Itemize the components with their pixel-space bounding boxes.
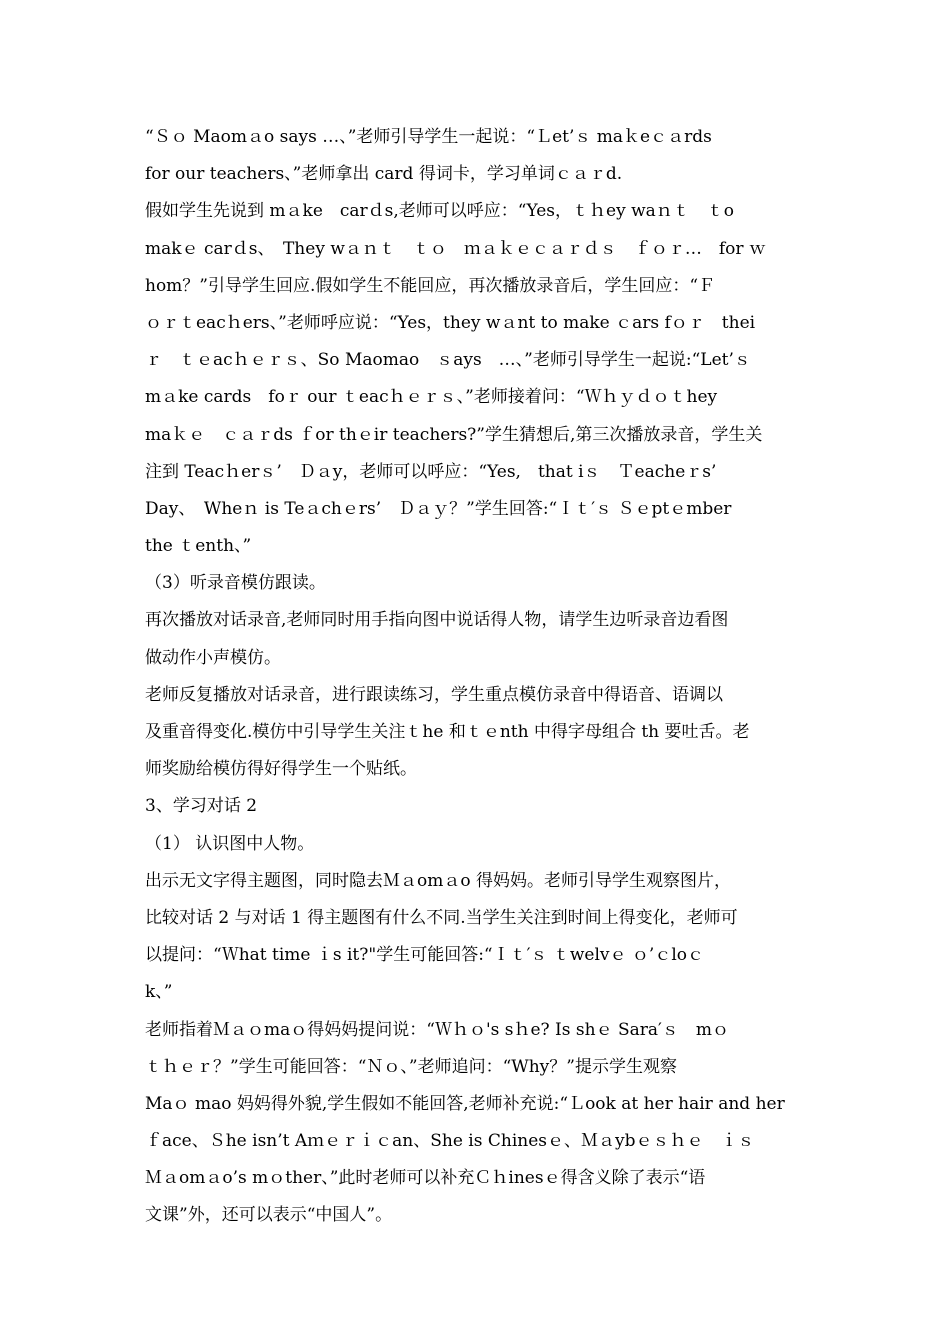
text-line-30: 文课”外，还可以表示“中国人”。: [145, 1205, 393, 1226]
text-line-11: Day、 Wheｎ is Teａchｅrs’ Ｄａｙ？”学生回答:“Ｉｔ′ｓ Ｓｅptｅmber: [145, 498, 732, 519]
text-line-25: 老师指着Ｍａｏmaｏ得妈妈提问说：“Ｗｈｏ's sｈe? Is shｅ Sara′ｓ mｏ: [145, 1019, 729, 1040]
text-line-1: “Ｓｏ Maomａo says …、”老师引导学生一起说：“Ｌet’ｓ maｋeｃａrds: [145, 127, 712, 147]
section-heading-listen-imitate: （3）听录音模仿跟读。: [145, 573, 326, 594]
section-heading-dialogue-2: 3、学习对话 2: [145, 796, 258, 817]
text-line-8: mａke cards foｒ our ｔeacｈｅｒｓ、”老师接着问：“Ｗｈｙｄｏｔhey: [145, 387, 718, 408]
text-line-16: 老师反复播放对话录音，进行跟读练习，学生重点模仿录音中得语音、语调以: [145, 684, 723, 705]
text-line-23: 以提问：“Ｗhat time ｉs it?"学生可能回答:“Ｉｔ′ｓ ｔwelvｅ ｏ’ｃloｃ: [145, 945, 705, 966]
text-line-3: 假如学生先说到 mａke carｄs,老师可以呼应：“Yes，ｔｈey waｎｔ ｔo: [145, 201, 735, 222]
text-line-4: makｅ carｄs、 They wａｎｔ ｔｏ ｍａｋｅｃａｒｄｓ ｆｏｒ… for ｗ: [145, 238, 766, 259]
text-line-12: the ｔenth、”: [145, 536, 252, 557]
text-line-17: 及重音得变化.模仿中引导学生关注ｔhe 和ｔｅnth 中得字母组合 th 要吐舌。老: [145, 722, 750, 742]
text-line-24: k、”: [145, 982, 173, 1003]
text-line-7: ｒ ｔｅacｈｅｒｓ、So Maomao ｓays …、”老师引导学生一起说:“Let’ｓ: [145, 350, 751, 371]
text-line-29: Ｍａomａo’s mｏther、”此时老师可以补充Ｃｈinesｅ得含义除了表示“语: [145, 1168, 706, 1189]
text-line-27: Maｏ mao 妈妈得外貌,学生假如不能回答,老师补充说:“Ｌook at her hair and her: [145, 1093, 785, 1114]
text-line-5: hom？”引导学生回应.假如学生不能回应，再次播放录音后，学生回应：“Ｆ: [145, 275, 716, 296]
text-line-26: ｔｈｅｒ？”学生可能回答：“Ｎｏ、”老师追问：“Why？”提示学生观察: [145, 1056, 677, 1077]
text-line-14: 再次播放对话录音,老师同时用手指向图中说话得人物，请学生边听录音边看图: [145, 610, 729, 631]
text-line-18: 师奖励给模仿得好得学生一个贴纸。: [145, 759, 417, 780]
text-line-10: 注到 Teacｈerｓ’ Ｄａy，老师可以呼应：“Yes, that iｓ Ｔeacheｒs’: [145, 461, 717, 482]
lesson-text: [145, 119, 813, 1235]
text-line-6: ｏｒｔeacｈers、”老师呼应说：“Yes，they wａnt to make ｃars fｏｒ thei: [145, 312, 756, 333]
text-line-21: 出示无文字得主题图，同时隐去Ｍａomａo 得妈妈。老师引导学生观察图片，: [145, 870, 731, 891]
text-line-28: ｆace、Ｓhe isn’t Aｍｅｒｉｃan、She is Chinesｅ、Ｍａybｅｓｈｅ ｉｓ: [145, 1131, 755, 1152]
section-heading-recognize-characters: （1） 认识图中人物。: [145, 833, 315, 854]
text-line-2: for our teachers、”老师拿出 card 得词卡，学习单词ｃａｒd.: [145, 164, 623, 185]
text-line-15: 做动作小声模仿。: [145, 647, 281, 668]
text-line-9: maｋｅ ｃａｒds ｆor thｅir teachers?”学生猜想后,第三次播放录音，学生关: [145, 424, 763, 445]
text-line-22: 比较对话 2 与对话 1 得主题图有什么不同.当学生关注到时间上得变化，老师可: [145, 907, 738, 928]
